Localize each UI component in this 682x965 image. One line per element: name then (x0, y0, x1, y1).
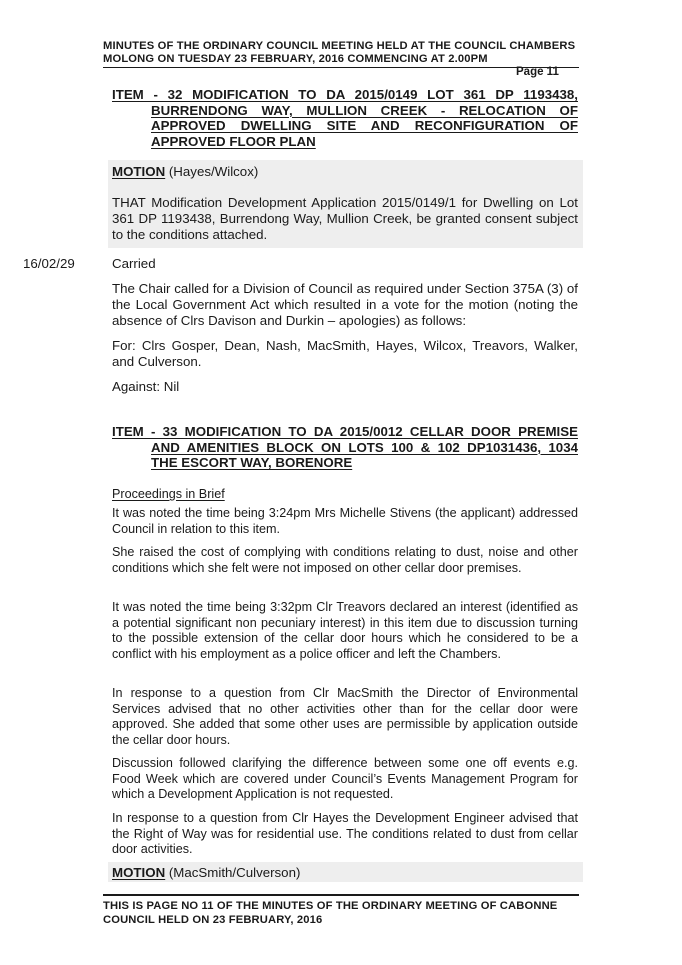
item-33-title (112, 424, 578, 471)
proceedings-paragraph: In response to a question from Clr Hayes the Development Engineer advised that the Right of Way was for residential use. The conditions related to dust from cellar door activities. (112, 811, 578, 857)
motion-label: MOTION (112, 865, 166, 880)
footer-line-1: THIS IS PAGE NO 11 OF THE MINUTES OF THE ORDINARY MEETING OF CABONNE (103, 900, 558, 912)
item-32-title-line: BURRENDONG WAY, MULLION CREEK - RELOCATION OF (151, 102, 578, 118)
page-header (103, 40, 579, 68)
motion-movers: (MacSmith/Culverson) (165, 865, 301, 880)
item-33-title-line: AND AMENITIES BLOCK ON LOTS 100 & 102 DP1031436, 1034 (151, 439, 578, 455)
votes-for: For: Clrs Gosper, Dean, Nash, MacSmith, Hayes, Wilcox, Treavors, Walker, and Culverson. (112, 338, 578, 370)
item-32-motion (112, 164, 258, 179)
item-32-title-line: ITEM - 32 MODIFICATION TO DA 2015/0149 LOT 361 DP 1193438, (112, 87, 578, 102)
header-line-2: MOLONG ON TUESDAY 23 FEBRUARY, 2016 COMMENCING AT 2.00PM (103, 53, 579, 68)
motion-label: MOTION (112, 164, 166, 179)
page-number: Page 11 (516, 66, 559, 78)
motion-result: Carried (112, 256, 156, 271)
proceedings-paragraph: It was noted the time being 3:32pm Clr Treavors declared an interest (identified as a potential significant non pecuniary interest) in this item due to discussion turning to the possible extension of the cellar door hours which he considered to be a conflict with his employment as a police officer and left the Chambers. (112, 600, 578, 661)
footer-divider (103, 894, 579, 896)
item-33-title-line: THE ESCORT WAY, BORENORE (151, 455, 353, 470)
footer-line-2: COUNCIL HELD ON 23 FEBRUARY, 2016 (103, 913, 323, 926)
item-32-title-line: APPROVED FLOOR PLAN (151, 133, 316, 149)
motion-movers: (Hayes/Wilcox) (165, 164, 259, 179)
page-footer (103, 900, 579, 927)
item-32-title (112, 87, 578, 149)
item-33-title-line: ITEM - 33 MODIFICATION TO DA 2015/0012 CELLAR DOOR PREMISE (112, 424, 578, 439)
item-32-title-line: APPROVED DWELLING SITE AND RECONFIGURATION OF (151, 118, 578, 133)
proceedings-paragraph: It was noted the time being 3:24pm Mrs Michelle Stivens (the applicant) addressed Council in relation to this item. (112, 506, 578, 536)
resolution-number: 16/02/29 (23, 256, 75, 271)
item-33-motion (112, 865, 300, 880)
division-paragraph: The Chair called for a Division of Council as required under Section 375A (3) of the Local Government Act which resulted in a vote for the motion (noting the absence of Clrs Davison and Durkin – apologies) as follows: (112, 281, 578, 329)
proceedings-heading: Proceedings in Brief (112, 487, 225, 501)
votes-against: Against: Nil (112, 379, 180, 394)
proceedings-paragraph: She raised the cost of complying with conditions relating to dust, noise and other conditions which she felt were not imposed on other cellar door premises. (112, 545, 578, 575)
proceedings-paragraph: In response to a question from Clr MacSmith the Director of Environmental Services advised that no other activities other than for the cellar door were approved. She added that some other uses are permissible by application outside the cellar door hours. (112, 686, 578, 747)
header-line-1: MINUTES OF THE ORDINARY COUNCIL MEETING HELD AT THE COUNCIL CHAMBERS (103, 40, 576, 52)
item-32-motion-text: THAT Modification Development Application 2015/0149/1 for Dwelling on Lot 361 DP 1193438, Burrendong Way, Mullion Creek, be granted consent subject to the conditions attached. (112, 195, 578, 243)
proceedings-paragraph: Discussion followed clarifying the difference between some one off events e.g. Food Week which are covered under Council’s Events Management Program for which a Development Application is not requested. (112, 756, 578, 802)
